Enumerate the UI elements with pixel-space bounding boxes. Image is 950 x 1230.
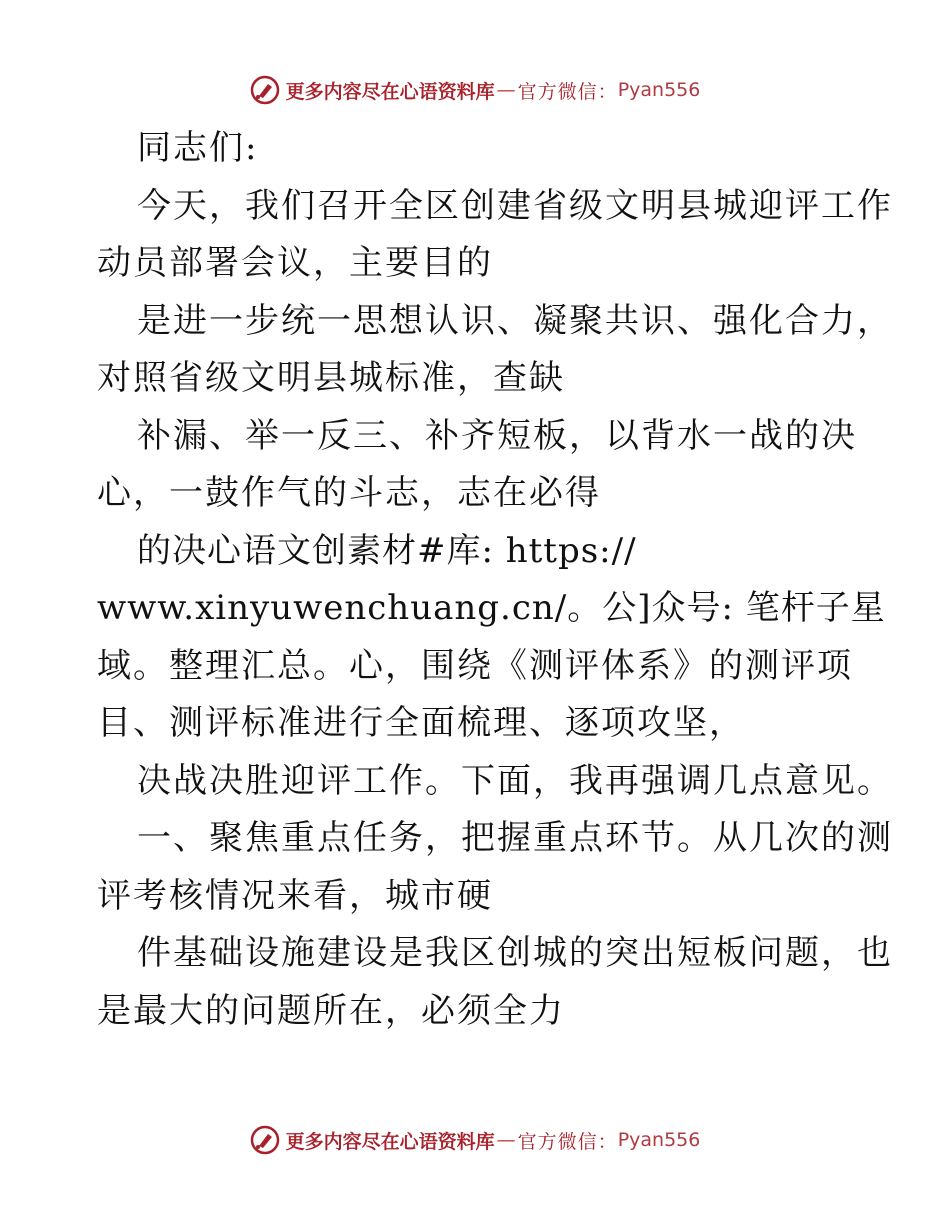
body-line-16: 是最大的问题所在，必须全力 <box>97 990 565 1031</box>
body-line-4: 是进一步统一思想认识、凝聚共识、强化合力， <box>137 300 893 341</box>
body-line-3: 动员部署会议，主要目的 <box>97 243 493 283</box>
banner-main-text: 更多内容尽在心语资料库 <box>285 80 495 103</box>
header-banner <box>0 70 950 110</box>
banner-wechat-label: 官方微信： <box>517 1130 618 1153</box>
footer-banner <box>0 1120 950 1160</box>
body-line-7: 心，一鼓作气的斗志，志在必得 <box>97 473 601 513</box>
banner-dash: — <box>496 1129 516 1151</box>
body-line-11: 目、测评标准进行全面梳理、逐项攻坚， <box>97 703 745 743</box>
body-line-13: 一、聚焦重点任务，把握重点环节。从几次的测 <box>137 818 893 858</box>
body-line-6: 补漏、举一反三、补齐短板，以背水一战的决 <box>137 415 857 456</box>
body-line-12: 决战决胜迎评工作。下面，我再强调几点意见。 <box>137 760 893 801</box>
pen-nib-logo-icon <box>250 75 280 105</box>
body-line-10: 域。整理汇总。心，围绕《测评体系》的测评项 <box>97 645 853 686</box>
body-line-2: 今天，我们召开全区创建省级文明县城迎评工作 <box>137 185 893 226</box>
body-line-5: 对照省级文明县城标准，查缺 <box>97 358 565 398</box>
body-line-8: 的决心语文创素材#库: https:// <box>137 530 637 571</box>
banner-main-text: 更多内容尽在心语资料库 <box>285 1130 495 1153</box>
banner-dash: — <box>496 79 516 101</box>
banner-wechat-id: Pyan556 <box>617 1129 701 1151</box>
body-line-14: 评考核情况来看，城市硬 <box>97 875 493 916</box>
body-line-15: 件基础设施建设是我区创城的突出短板问题，也 <box>137 933 893 973</box>
banner-wechat-label: 官方微信： <box>517 80 618 103</box>
banner-wechat-id: Pyan556 <box>617 79 701 101</box>
document-body <box>97 120 893 1040</box>
pen-nib-logo-icon <box>250 1125 280 1155</box>
body-line-1: 同志们: <box>137 128 259 168</box>
body-line-9: www.xinyuwenchuang.cn/。公]众号: 笔杆子星 <box>97 588 886 628</box>
